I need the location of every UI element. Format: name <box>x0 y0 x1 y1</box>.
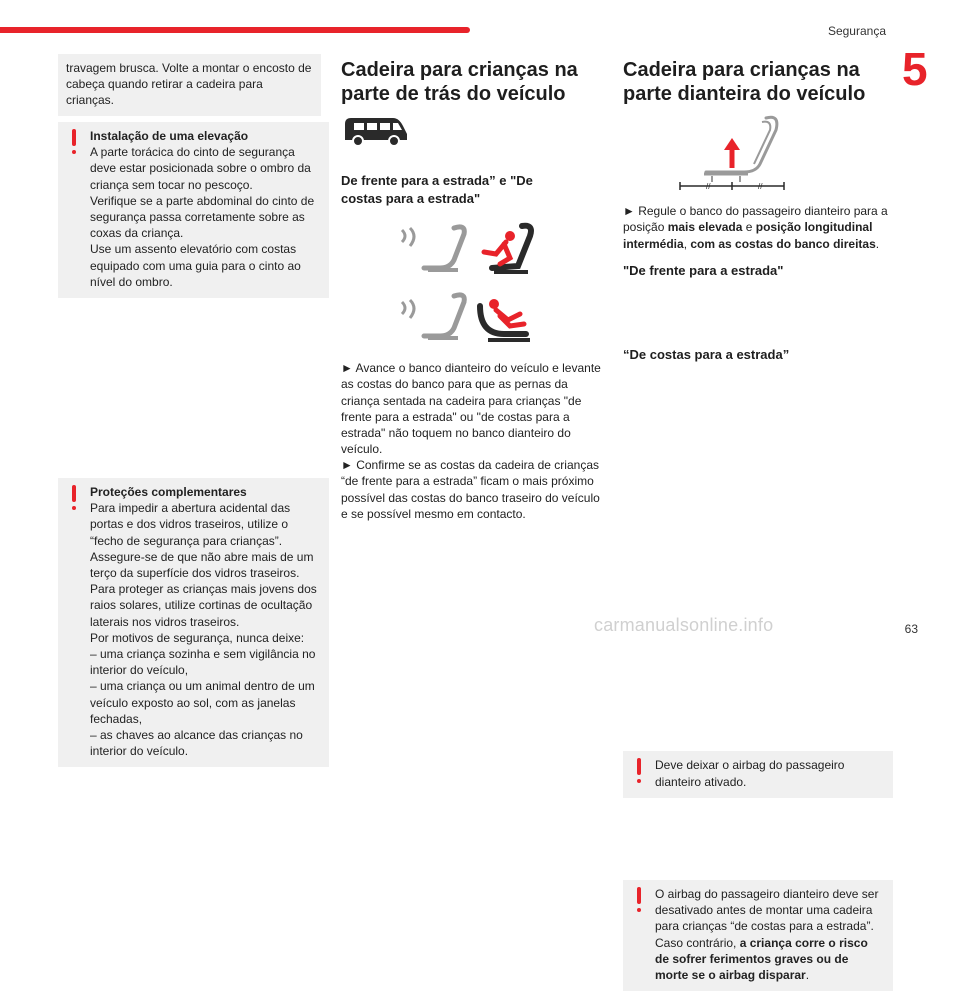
rear-facing-subtitle: “De costas para a estrada” <box>623 347 790 362</box>
front-seat-section-title: Cadeira para crianças na parte dianteira do veículo <box>623 59 866 105</box>
rear-seat-paragraph-1: ► Avance o banco dianteiro do veículo e levante as costas do banco para que as pernas da criança sentada na cadeira para crianças "de frente para a estrada" ou "de costas para a estrada" não toquem no banco dianteiro do veículo. <box>341 361 601 457</box>
booster-warning-line: Use um assento elevatório com costas equipado com uma guia para o cinto ao nível do ombro. <box>90 242 301 289</box>
rear-seat-subtitle: De frente para a estrada” e "De costas para a estrada" <box>341 173 533 206</box>
airbag-deactivate-warning-text: O airbag do passageiro dianteiro deve ser desativado antes de montar uma cadeira para crianças “de costas para a estrada”. Caso contrário, a criança corre o risco de sofrer ferimentos graves ou de morte se o airbag disparar. <box>655 886 879 982</box>
protections-warning-line: Por motivos de segurança, nunca deixe: <box>90 630 305 645</box>
protections-warning-line: – uma criança sozinha e sem vigilância no interior do veículo, <box>90 647 316 678</box>
booster-warning-line: A parte torácica do cinto de segurança <box>90 145 295 160</box>
protections-warning-line: portas e dos vidros traseiros, utilize o “fecho de segurança para crianças”. <box>90 517 289 548</box>
continuation-note-box <box>58 54 321 116</box>
forward-facing-child-seat-icon <box>396 222 538 278</box>
svg-text://: // <box>706 182 711 191</box>
warning-icon <box>632 758 646 784</box>
front-seat-adjust-paragraph: ► Regule o banco do passageiro dianteiro para a posição mais elevada e posição longitudinal intermédia, com as costas do banco direitas. <box>623 204 888 251</box>
airbag-active-warning-box <box>623 751 893 797</box>
svg-text://: // <box>758 182 763 191</box>
protections-warning-line: Assegure-se de que não abre mais de um terço da superfície dos vidros traseiros. <box>90 549 314 581</box>
forward-facing-subtitle: "De frente para a estrada" <box>623 263 784 278</box>
airbag-deactivate-warning-box <box>623 880 893 991</box>
seat-height-adjust-icon <box>678 112 788 194</box>
rear-facing-child-seat-icon <box>396 290 538 346</box>
booster-warning-line: deve estar posicionada sobre o ombro da criança sem tocar no pescoço. <box>90 161 311 192</box>
watermark: carmanualsonline.info <box>594 615 774 635</box>
booster-warning-title: Instalação de uma elevação <box>90 129 249 143</box>
page-number: 63 <box>904 622 918 636</box>
protections-warning-line: – as chaves ao alcance das crianças no interior do veículo. <box>90 728 303 759</box>
airbag-active-warning-text: Deve deixar o airbag do passageiro dianteiro ativado. <box>655 758 845 789</box>
protections-warning-line: – uma criança ou um animal dentro de um veículo exposto ao sol, com as janelas fechadas, <box>90 679 315 726</box>
chapter-number: 5 <box>902 43 928 95</box>
rear-seat-section-title: Cadeira para crianças na parte de trás do veículo <box>341 59 578 105</box>
warning-icon <box>67 129 81 155</box>
continuation-note-text: travagem brusca. Volte a montar o encosto de cabeça quando retirar a cadeira para crianças. <box>66 61 312 108</box>
warning-icon <box>632 887 646 913</box>
protections-warning-line: Para proteger as crianças mais jovens dos raios solares, utilize cortinas de ocultação laterais nos vidros traseiros. <box>90 582 317 629</box>
header-accent-bar <box>0 27 470 33</box>
booster-warning-box <box>58 122 329 298</box>
van-icon <box>341 114 411 148</box>
protections-warning-line: Para impedir a abertura acidental das <box>90 501 291 516</box>
rear-seat-paragraph-2: ► Confirme se as costas da cadeira de crianças “de frente para a estrada” ficam o mais próximo possível das costas do banco traseiro do veículo e se possível mesmo em contacto. <box>341 458 600 521</box>
warning-icon <box>67 485 81 511</box>
protections-warning-title: Proteções complementares <box>90 485 247 500</box>
booster-warning-line: Verifique se a parte abdominal do cinto de segurança passa corretamente sobre as coxas da criança. <box>90 193 315 241</box>
protections-warning-box <box>58 478 329 767</box>
section-title: Segurança <box>827 24 886 38</box>
